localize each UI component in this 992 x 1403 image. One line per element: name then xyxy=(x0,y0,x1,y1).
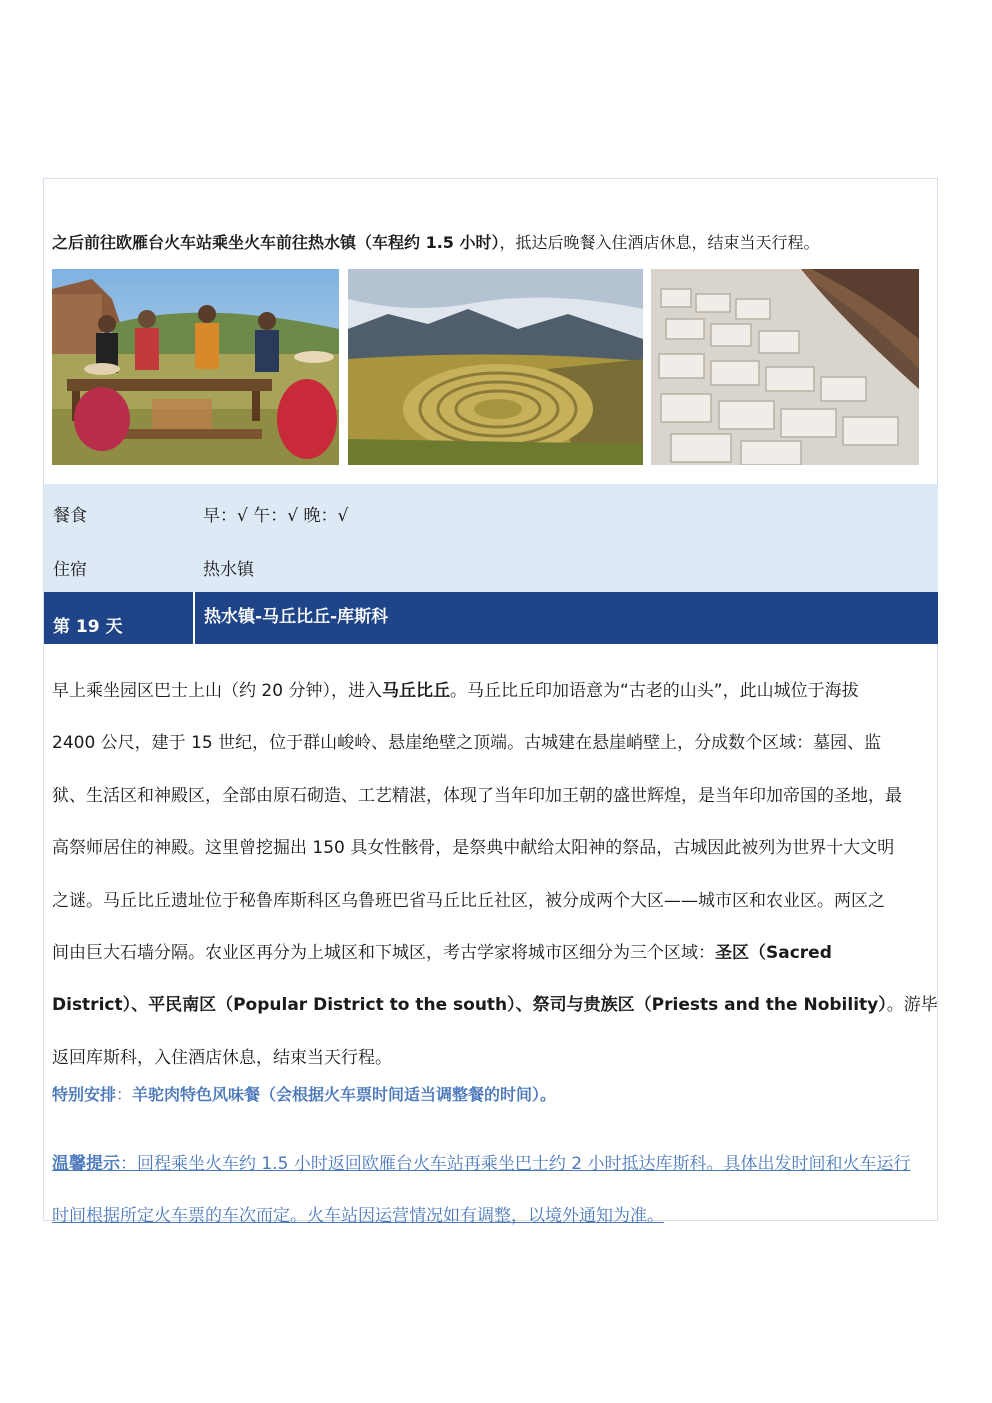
day-description xyxy=(52,665,938,1084)
tip-line: 时间根据所定火车票的车次而定。火车站因运营情况如有调整，以境外通知为准。 xyxy=(52,1206,664,1226)
day-label: 第 19 天 xyxy=(53,617,123,637)
lodging-label: 住宿 xyxy=(53,560,87,580)
description-line: 2400 公尺，建于 15 世纪，位于群山峻岭、悬崖绝壁之顶端。古城建在悬崖峭壁上，分成数个区域：墓园、监 xyxy=(52,733,882,754)
meals-value: 早：√ 午：√ 晚：√ xyxy=(203,506,349,526)
description-line: 之谜。马丘比丘遗址位于秘鲁库斯科区乌鲁班巴省马丘比丘社区，被分成两个大区——城市区和农业区。两区之 xyxy=(52,890,885,911)
description-line: 高祭师居住的神殿。这里曾挖掘出 150 具女性骸骨，是祭典中献给太阳神的祭品，古城因此被列为世界十大文明 xyxy=(52,838,895,859)
meals-row xyxy=(53,504,348,528)
tip-line: 温馨提示：回程乘坐火车约 1.5 小时返回欧雁台火车站再乘坐巴士约 2 小时抵达库斯科。具体出发时间和火车运行 xyxy=(52,1154,911,1174)
meals-label: 餐食 xyxy=(53,506,87,526)
special-label: 特别安排 xyxy=(52,1085,117,1104)
meals-lodging-panel xyxy=(44,484,938,592)
warm-tip xyxy=(52,1138,932,1242)
special-arrangement: 特别安排：羊驼肉特色风味餐（会根据火车票时间适当调整餐的时间）。 xyxy=(52,1085,557,1104)
weaving-villagers-photo xyxy=(52,269,339,465)
description-line: 狱、生活区和神殿区，全部由原石砌造、工艺精湛，体现了当年印加王朝的盛世辉煌，是当年印加帝国的圣地，最 xyxy=(52,785,902,806)
day-route: 热水镇-马丘比丘-库斯科 xyxy=(204,607,389,627)
lodging-value: 热水镇 xyxy=(203,560,254,580)
description-line: District）、平民南区（Popular District to the south）、祭司与贵族区（Priests and the Nobility）。游毕 xyxy=(52,995,938,1016)
intro-paragraph xyxy=(52,230,932,256)
tip-label: 温馨提示 xyxy=(52,1154,120,1174)
special-text: 羊驼肉特色风味餐（会根据火车票时间适当调整餐的时间）。 xyxy=(132,1085,557,1104)
intro-rest: ，抵达后晚餐入住酒店休息，结束当天行程。 xyxy=(499,233,820,252)
salt-ponds-photo xyxy=(651,269,919,465)
day-header xyxy=(44,592,938,644)
description-line: 早上乘坐园区巴士上山（约 20 分钟），进入马丘比丘。马丘比丘印加语意为“古老的山头”，此山城位于海拔 xyxy=(52,681,859,701)
description-line: 返回库斯科，入住酒店休息，结束当天行程。 xyxy=(52,1047,392,1068)
description-line: 间由巨大石墙分隔。农业区再分为上城区和下城区，考古学家将城市区细分为三个区域：圣区（Sacred xyxy=(52,943,832,964)
moray-terraces-photo xyxy=(348,269,643,465)
lodging-row xyxy=(53,558,254,582)
intro-bold: 之后前往欧雁台火车站乘坐火车前往热水镇（车程约 1.5 小时） xyxy=(52,233,500,252)
day-header-divider xyxy=(193,592,195,644)
